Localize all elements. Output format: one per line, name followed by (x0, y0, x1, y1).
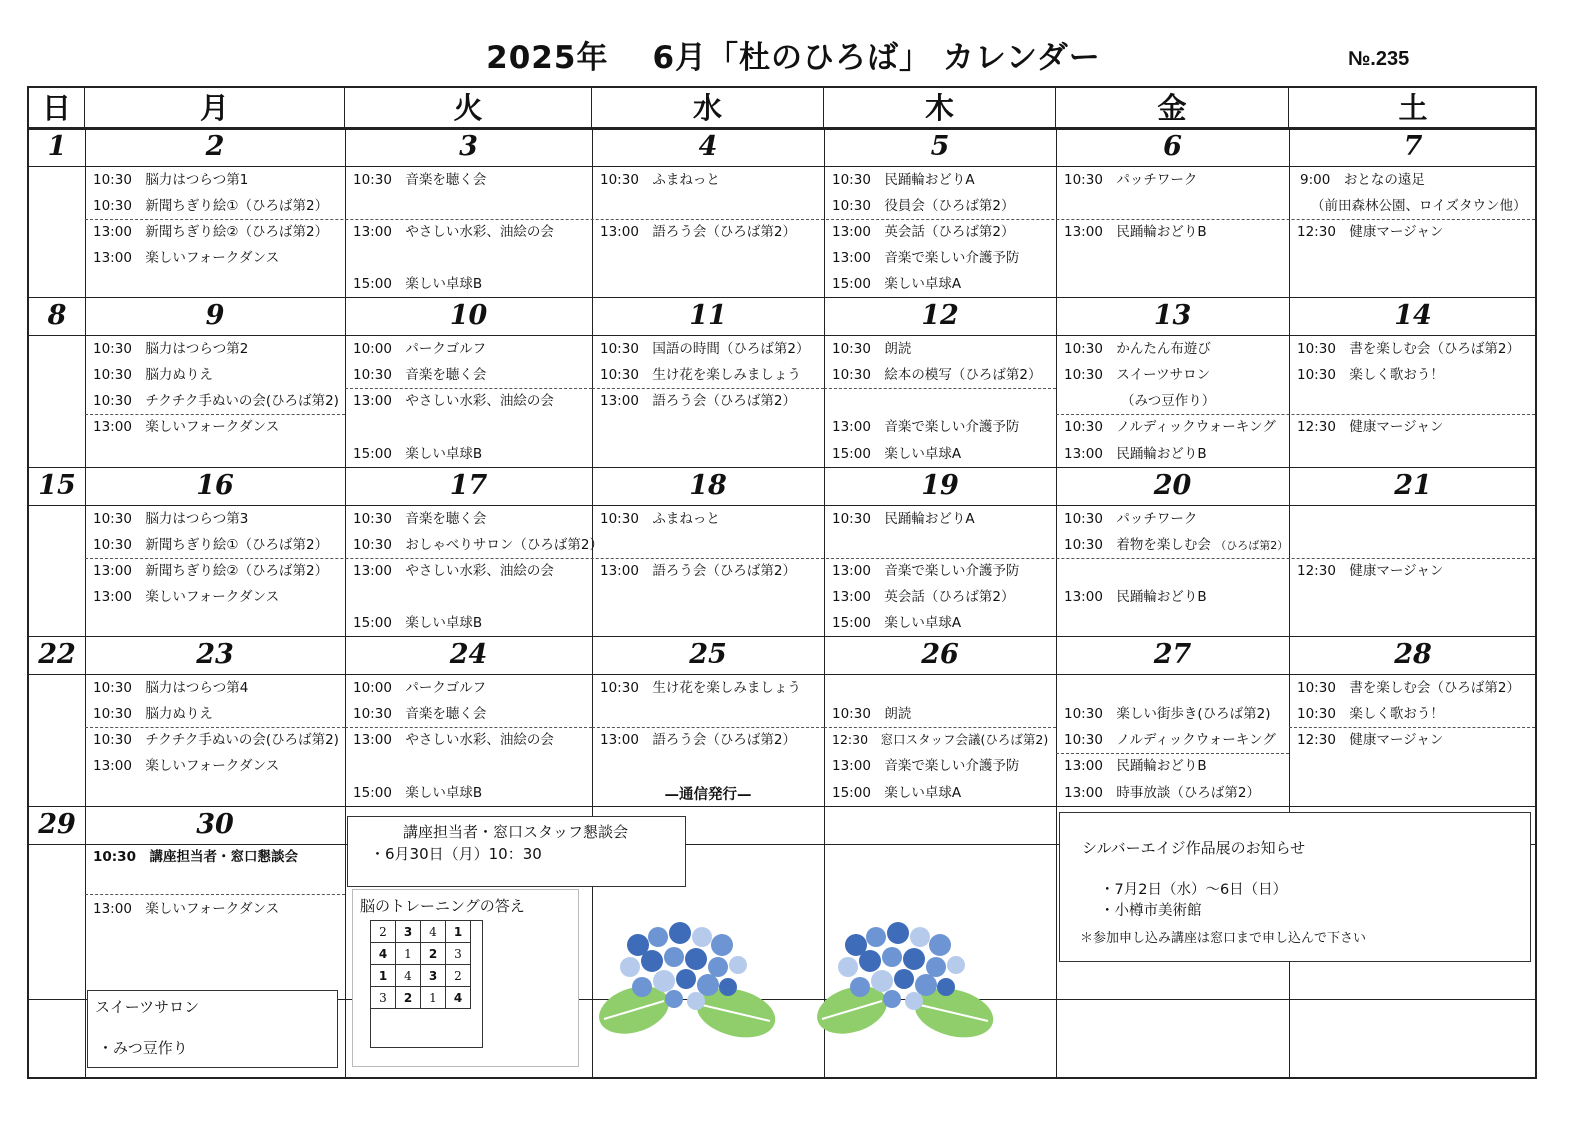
event-item: 10:30 民踊輪おどりA (832, 172, 975, 188)
event-item: 12:30 健康マージャン (1297, 732, 1444, 748)
event-item: 10:30 民踊輪おどりA (832, 511, 975, 527)
newsletter-note: —通信発行— (664, 787, 752, 803)
weekday-sat: 土 (1398, 91, 1428, 125)
date-13: 13 (1153, 300, 1192, 331)
date-16: 16 (196, 470, 234, 501)
sweets-title: スイーツサロン (95, 998, 200, 1016)
event-item: 10:30 楽しく歌おう！ (1297, 367, 1444, 383)
event-item: 13:00 音楽で楽しい介護予防 (832, 758, 1020, 774)
meeting-notice (347, 816, 686, 887)
date-3: 3 (459, 131, 478, 162)
event-item: 10:30 脳力はつらつ第3 (93, 511, 249, 527)
event-item: 10:30 新聞ちぎり絵①（ひろば第2） (93, 198, 329, 214)
date-30: 30 (196, 809, 234, 840)
event-item: 13:00 民踊輪おどりB (1064, 446, 1207, 462)
am-pm-separator (345, 727, 592, 728)
puzzle-cell: 4 (371, 943, 396, 965)
event-item: 10:30 音楽を聴く会 (353, 511, 487, 527)
event-item: 10:30 チクチク手ぬいの会(ひろば第2) (93, 732, 339, 748)
date-17: 17 (449, 470, 488, 501)
date-21: 21 (1394, 470, 1432, 501)
event-item: 13:00 音楽で楽しい介護予防 (832, 250, 1020, 266)
event-item: 10:30 新聞ちぎり絵①（ひろば第2） (93, 537, 329, 553)
date-24: 24 (449, 639, 488, 670)
am-pm-separator (85, 558, 1535, 559)
date-14: 14 (1394, 300, 1432, 331)
puzzle-cell: 3 (421, 965, 446, 987)
date-15: 15 (38, 470, 76, 501)
event-item: 10:30 音楽を聴く会 (353, 172, 487, 188)
event-item: 10:30 パッチワーク (1064, 511, 1198, 527)
event-item: 13:00 やさしい水彩、油絵の会 (353, 224, 554, 240)
event-item: 10:30 朗読 (832, 706, 912, 722)
weekday-fri: 金 (1056, 88, 1289, 128)
puzzle-cell: 3 (371, 987, 396, 1009)
event-item: 10:30 ノルディックウォーキング (1064, 732, 1276, 748)
event-item: 10:30 講座担当者・窓口懇談会 (93, 849, 298, 865)
page-title: 2025年 6月「杜のひろば」 カレンダー (486, 40, 1101, 76)
event-item: 9:00 おとなの遠足 (1300, 172, 1425, 188)
puzzle-cell: 4 (421, 921, 446, 943)
date-11: 11 (689, 300, 727, 331)
date-27: 27 (1153, 639, 1192, 670)
puzzle-cell: 3 (396, 921, 421, 943)
event-item: 10:30 脳力はつらつ第1 (93, 172, 249, 188)
event-item: 10:30 かんたん布遊び (1064, 341, 1211, 357)
date-9: 9 (205, 300, 225, 331)
event-item: 10:30 パッチワーク (1064, 172, 1198, 188)
meeting-title: 講座担当者・窓口スタッフ懇談会 (403, 823, 629, 841)
am-pm-separator (1056, 753, 1289, 754)
event-item: 12:30 健康マージャン (1297, 419, 1444, 435)
event-item: 13:00 民踊輪おどりB (1064, 224, 1207, 240)
date-1: 1 (47, 131, 67, 162)
event-item: 10:30 スイーツサロン (1064, 367, 1211, 383)
event-item: 15:00 楽しい卓球B (353, 446, 483, 462)
event-item: 13:00 楽しいフォークダンス (93, 589, 280, 605)
event-item: 15:00 楽しい卓球B (353, 615, 483, 631)
event-item: 10:30 絵本の模写（ひろば第2） (832, 367, 1042, 383)
am-pm-separator (85, 727, 345, 728)
weekday-wed: 水 (592, 88, 824, 128)
date-row-line (29, 335, 1535, 336)
event-item: （前田森林公園、ロイズタウン他） (1311, 198, 1527, 214)
date-2: 2 (205, 131, 225, 162)
event-item: 15:00 楽しい卓球A (832, 615, 962, 631)
puzzle-cell: 2 (446, 965, 471, 987)
date-26: 26 (921, 639, 959, 670)
event-item: 10:30 ノルディックウォーキング (1064, 419, 1276, 435)
am-pm-separator (592, 388, 824, 389)
date-8: 8 (47, 300, 67, 331)
puzzle-answer-box (352, 889, 579, 1067)
event-item: 13:00 語ろう会（ひろば第2） (600, 563, 796, 579)
event-item: 15:00 楽しい卓球B (353, 276, 483, 292)
event-item: 13:00 楽しいフォークダンス (93, 901, 280, 917)
issue-number: №.235 (1348, 48, 1410, 70)
puzzle-cell: 4 (446, 987, 471, 1009)
sweets-salon-notice (87, 990, 338, 1068)
event-item: 13:00 語ろう会（ひろば第2） (600, 224, 796, 240)
am-pm-separator (1289, 727, 1535, 728)
event-item: 13:00 英会話（ひろば第2） (832, 589, 1015, 605)
puzzle-cell: 2 (396, 987, 421, 1009)
event-item: 10:30 脳力はつらつ第2 (93, 341, 249, 357)
event-item: 13:00 民踊輪おどりB (1064, 758, 1207, 774)
col-line (1056, 128, 1057, 1079)
event-item: 10:30 音楽を聴く会 (353, 706, 487, 722)
event-item: 13:00 音楽で楽しい介護予防 (832, 563, 1020, 579)
sweets-item: ・みつ豆作り (98, 1039, 188, 1057)
date-29: 29 (38, 809, 76, 840)
am-pm-separator (824, 727, 1056, 728)
event-item: 13:00 楽しいフォークダンス (93, 250, 280, 266)
event-item: 10:30 楽しい街歩き(ひろば第2) (1064, 706, 1271, 722)
event-item: 10:30 ふまねっと (600, 511, 720, 527)
event-item: 10:30 楽しく歌おう！ (1297, 706, 1444, 722)
puzzle-cell: 1 (421, 987, 446, 1009)
am-pm-separator (592, 727, 824, 728)
event-item: 13:00 語ろう会（ひろば第2） (600, 393, 796, 409)
event-item: 13:00 語ろう会（ひろば第2） (600, 732, 796, 748)
event-item: 12:30 健康マージャン (1297, 224, 1444, 240)
event-item: 13:00 やさしい水彩、油絵の会 (353, 563, 554, 579)
date-6: 6 (1163, 131, 1182, 162)
event-item: 10:30 着物を楽しむ会 （ひろば第2） (1064, 537, 1289, 553)
date-12: 12 (921, 300, 959, 331)
event-item: 12:30 窓口スタッフ会議(ひろば第2) (832, 732, 1049, 747)
col-line (345, 128, 346, 1079)
event-item: 10:00 パークゴルフ (353, 341, 487, 357)
hydrangea-illustration-left (596, 915, 778, 1039)
weekday-sun: 日 (29, 88, 85, 128)
date-19: 19 (921, 470, 959, 501)
event-item: （みつ豆作り） (1121, 393, 1216, 409)
event-item: 15:00 楽しい卓球A (832, 446, 962, 462)
hydrangea-illustration-right (814, 915, 996, 1039)
am-pm-separator (85, 414, 345, 415)
date-10: 10 (449, 300, 488, 331)
event-item: 10:30 音楽を聴く会 (353, 367, 487, 383)
col-line (592, 128, 593, 1079)
puzzle-cell: 2 (371, 921, 396, 943)
event-item: 13:00 時事放談（ひろば第2） (1064, 785, 1260, 801)
event-item: 12:30 健康マージャン (1297, 563, 1444, 579)
puzzle-cell: 3 (446, 943, 471, 965)
date-25: 25 (689, 639, 727, 670)
event-item: 13:00 民踊輪おどりB (1064, 589, 1207, 605)
date-28: 28 (1394, 639, 1432, 670)
date-22: 22 (38, 639, 76, 670)
weekday-thu: 木 (824, 88, 1056, 128)
event-item: 10:00 パークゴルフ (353, 680, 487, 696)
exhibit-title: シルバーエイジ作品展のお知らせ (1082, 839, 1306, 857)
weekday-mon: 月 (85, 88, 345, 128)
date-23: 23 (196, 639, 234, 670)
puzzle-title: 脳のトレーニングの答え (360, 897, 525, 915)
puzzle-cell: 1 (396, 943, 421, 965)
event-item: 13:00 楽しいフォークダンス (93, 419, 280, 435)
exhibit-date: ・7月2日（水）～6日（日） (1100, 882, 1288, 898)
event-item: 15:00 楽しい卓球A (832, 785, 962, 801)
puzzle-cell: 2 (421, 943, 446, 965)
am-pm-separator (824, 388, 1056, 389)
col-line (85, 128, 86, 1079)
event-item: 13:00 やさしい水彩、油絵の会 (353, 393, 554, 409)
date-row-line (29, 166, 1535, 167)
meeting-date: ・6月30日（月）10：30 (370, 845, 542, 863)
puzzle-cell: 1 (371, 965, 396, 987)
event-item: 10:30 ふまねっと (600, 172, 720, 188)
event-item: 10:30 おしゃべりサロン（ひろば第2） (353, 537, 603, 553)
weekday-tue: 火 (345, 88, 592, 128)
am-pm-separator (85, 894, 345, 895)
event-item: 13:00 楽しいフォークダンス (93, 758, 280, 774)
event-item: 13:00 音楽で楽しい介護予防 (832, 419, 1020, 435)
event-item: 10:30 脳力はつらつ第4 (93, 680, 249, 696)
event-item: 10:30 書を楽しむ会（ひろば第2） (1297, 680, 1520, 696)
event-item: 13:00 新聞ちぎり絵②（ひろば第2） (93, 224, 329, 240)
event-item: 13:00 新聞ちぎり絵②（ひろば第2） (93, 563, 329, 579)
exhibition-notice (1059, 812, 1531, 962)
event-item: 15:00 楽しい卓球A (832, 276, 962, 292)
date-row-line (29, 505, 1535, 506)
date-7: 7 (1403, 131, 1423, 162)
am-pm-separator (85, 219, 1535, 220)
am-pm-separator (1056, 414, 1535, 415)
exhibit-place: ・小樽市美術館 (1100, 903, 1202, 919)
date-5: 5 (930, 131, 950, 162)
am-pm-separator (345, 388, 592, 389)
event-item: 10:30 国語の時間（ひろば第2） (600, 341, 810, 357)
event-item: 10:30 役員会（ひろば第2） (832, 198, 1015, 214)
date-18: 18 (689, 470, 727, 501)
puzzle-grid (370, 920, 471, 1009)
puzzle-cell: 1 (446, 921, 471, 943)
date-20: 20 (1153, 470, 1192, 501)
event-item: 10:30 生け花を楽しみましょう (600, 680, 801, 696)
event-item: 10:30 チクチク手ぬいの会(ひろば第2) (93, 393, 339, 409)
event-item: 10:30 書を楽しむ会（ひろば第2） (1297, 341, 1520, 357)
date-row-line (29, 674, 1535, 675)
puzzle-cell: 4 (396, 965, 421, 987)
date-4: 4 (698, 131, 718, 162)
exhibit-note: ＊参加申し込み講座は窓口まで申し込んで下さい (1080, 931, 1367, 946)
event-item: 15:00 楽しい卓球B (353, 785, 483, 801)
event-item: 13:00 英会話（ひろば第2） (832, 224, 1015, 240)
event-item: 10:30 脳力ぬりえ (93, 706, 213, 722)
event-item: 10:30 脳力ぬりえ (93, 367, 213, 383)
event-item: 10:30 生け花を楽しみましょう (600, 367, 801, 383)
event-item: 13:00 やさしい水彩、油絵の会 (353, 732, 554, 748)
event-item: 10:30 朗読 (832, 341, 912, 357)
